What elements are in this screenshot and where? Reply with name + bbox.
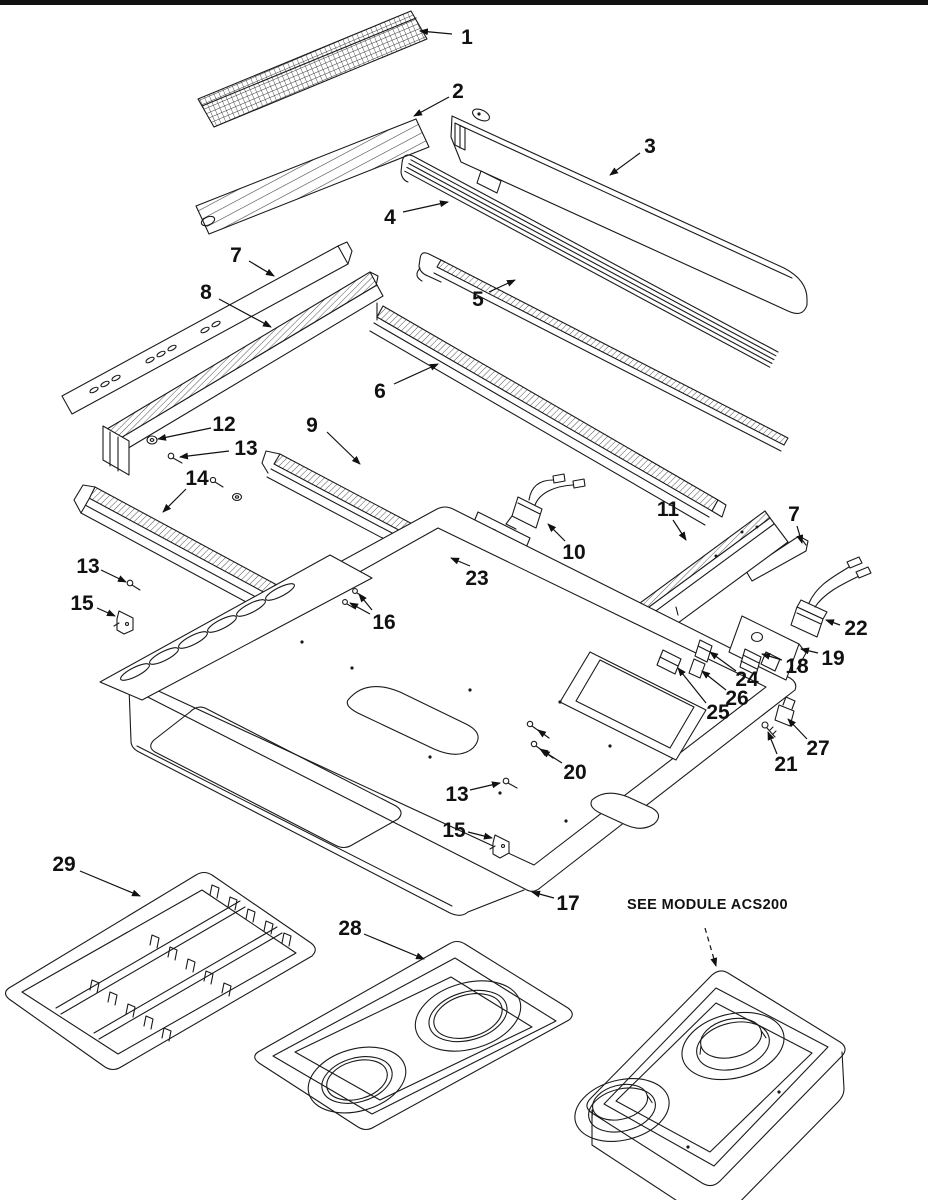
screw-13-top	[168, 453, 182, 463]
callout-18: 18	[785, 655, 809, 678]
callout-16: 16	[372, 611, 396, 634]
burner-pan-28	[255, 942, 573, 1130]
module-note: SEE MODULE ACS200	[627, 897, 788, 913]
callout-20: 20	[563, 761, 587, 784]
callout-26: 26	[725, 687, 749, 710]
grille-top	[198, 11, 427, 127]
callout-4: 4	[384, 206, 396, 229]
callout-13-left: 13	[76, 555, 100, 578]
callout-27: 27	[806, 737, 830, 760]
callout-12: 12	[212, 413, 236, 436]
callout-28: 28	[338, 917, 362, 940]
callout-6: 6	[374, 380, 386, 403]
bracket-15-left	[114, 611, 133, 634]
callout-15-left: 15	[70, 592, 94, 615]
callout-10: 10	[562, 541, 586, 564]
callout-2: 2	[452, 80, 464, 103]
callout-13-center: 13	[445, 783, 469, 806]
igniter-10	[506, 474, 585, 529]
callout-7-right: 7	[788, 503, 800, 526]
callout-11: 11	[656, 498, 680, 521]
callout-7-left: 7	[230, 244, 242, 267]
callout-24: 24	[735, 668, 759, 691]
callout-17: 17	[556, 892, 580, 915]
callout-15-center: 15	[442, 819, 466, 842]
callout-22: 22	[844, 617, 868, 640]
washer-12	[147, 436, 157, 444]
module-acs200	[568, 971, 845, 1200]
callout-5: 5	[472, 288, 484, 311]
module-note-leader	[705, 928, 716, 966]
callout-8: 8	[200, 281, 212, 304]
callout-25: 25	[706, 701, 730, 724]
callout-14: 14	[185, 467, 209, 490]
callout-13-top: 13	[234, 437, 258, 460]
callout-29: 29	[52, 853, 76, 876]
burner-grate-29	[6, 873, 316, 1070]
callout-21: 21	[774, 753, 798, 776]
callout-23: 23	[465, 567, 489, 590]
callout-3: 3	[644, 135, 656, 158]
screw-13-left	[127, 580, 140, 590]
top-border-bar	[0, 0, 928, 5]
callout-9: 9	[306, 414, 318, 437]
callout-19: 19	[821, 647, 845, 670]
callout-1: 1	[461, 26, 473, 49]
